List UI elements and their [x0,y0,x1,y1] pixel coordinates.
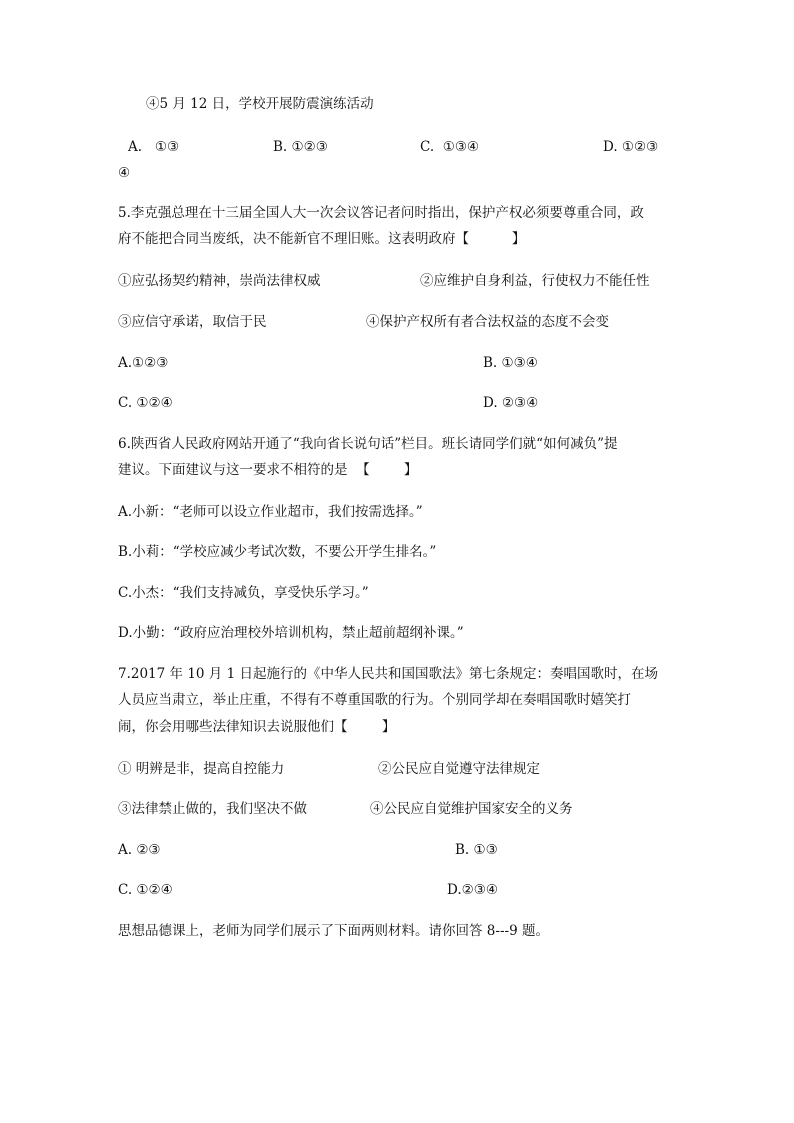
q5-item-2: ②应维护自身利益，行使权力不能任性 [420,273,650,289]
q7-option-a: A. ②③ [118,842,161,858]
q6-stem-line-2: 建议。下面建议与这一要求不相符的是 【 】 [118,462,418,478]
q7-item-4: ④公民应自觉维护国家安全的义务 [370,801,573,817]
q4-item-4: ④5 月 12 日，学校开展防震演练活动 [146,96,374,112]
q5-stem-line-1: 5.李克强总理在十三届全国人大一次会议答记者问时指出，保护产权必须要尊重合同，政 [118,205,644,221]
q7-option-b: B. ①③ [455,842,498,858]
q5-item-3: ③应信守承诺，取信于民 [118,314,267,330]
q7-stem-line-1: 7.2017 年 10 月 1 日起施行的《中华人民共和国国歌法》第七条规定：奏唱国歌时，在场 [118,666,658,682]
q4-option-b: B. ①②③ [273,139,328,155]
q7-item-1: ① 明辨是非，提高自控能力 [118,761,285,777]
q5-option-a: A.①②③ [118,355,169,371]
q5-option-c: C. ①②④ [118,395,173,411]
q6-stem-line-1: 6.陕西省人民政府网站开通了“我向省长说句话”栏目。班长请同学们就“如何减负”提 [118,436,618,452]
q6-option-c: C.小杰：“我们支持减负，享受快乐学习。” [118,585,369,601]
q4-option-c: C. ①③④ [420,139,480,155]
q6-option-b: B.小莉：“学校应减少考试次数，不要公开学生排名。” [118,544,437,560]
q7-stem-line-3: 闹，你会用哪些法律知识去说服他们【 】 [118,719,396,735]
q4-option-a: A. ①③ [128,139,180,155]
q5-item-1: ①应弘扬契约精神，崇尚法律权威 [118,273,321,289]
q5-option-d: D. ②③④ [483,395,539,411]
q4-option-d-wrap: ④ [118,165,131,181]
q4-option-d: D. ①②③ [603,139,659,155]
q5-stem-line-2: 府不能把合同当废纸，决不能新官不理旧账。这表明政府【 】 [118,231,526,247]
q7-option-d: D.②③④ [447,882,498,898]
q5-item-4: ④保护产权所有者合法权益的态度不会变 [366,314,609,330]
q6-option-a: A.小新：“老师可以设立作业超市，我们按需选择。” [118,504,423,520]
q7-option-c: C. ①②④ [118,882,173,898]
q5-option-b: B. ①③④ [483,355,538,371]
q7-item-3: ③法律禁止做的，我们坚决不做 [118,801,307,817]
material-intro: 思想品德课上，老师为同学们展示了下面两则材料。请你回答 8---9 题。 [118,923,549,939]
q7-stem-line-2: 人员应当肃立，举止庄重，不得有不尊重国歌的行为。个别同学却在奏唱国歌时嬉笑打 [118,692,631,708]
q6-option-d: D.小勤：“政府应治理校外培训机构，禁止超前超纲补课。” [118,625,464,641]
q7-item-2: ②公民应自觉遵守法律规定 [378,761,540,777]
